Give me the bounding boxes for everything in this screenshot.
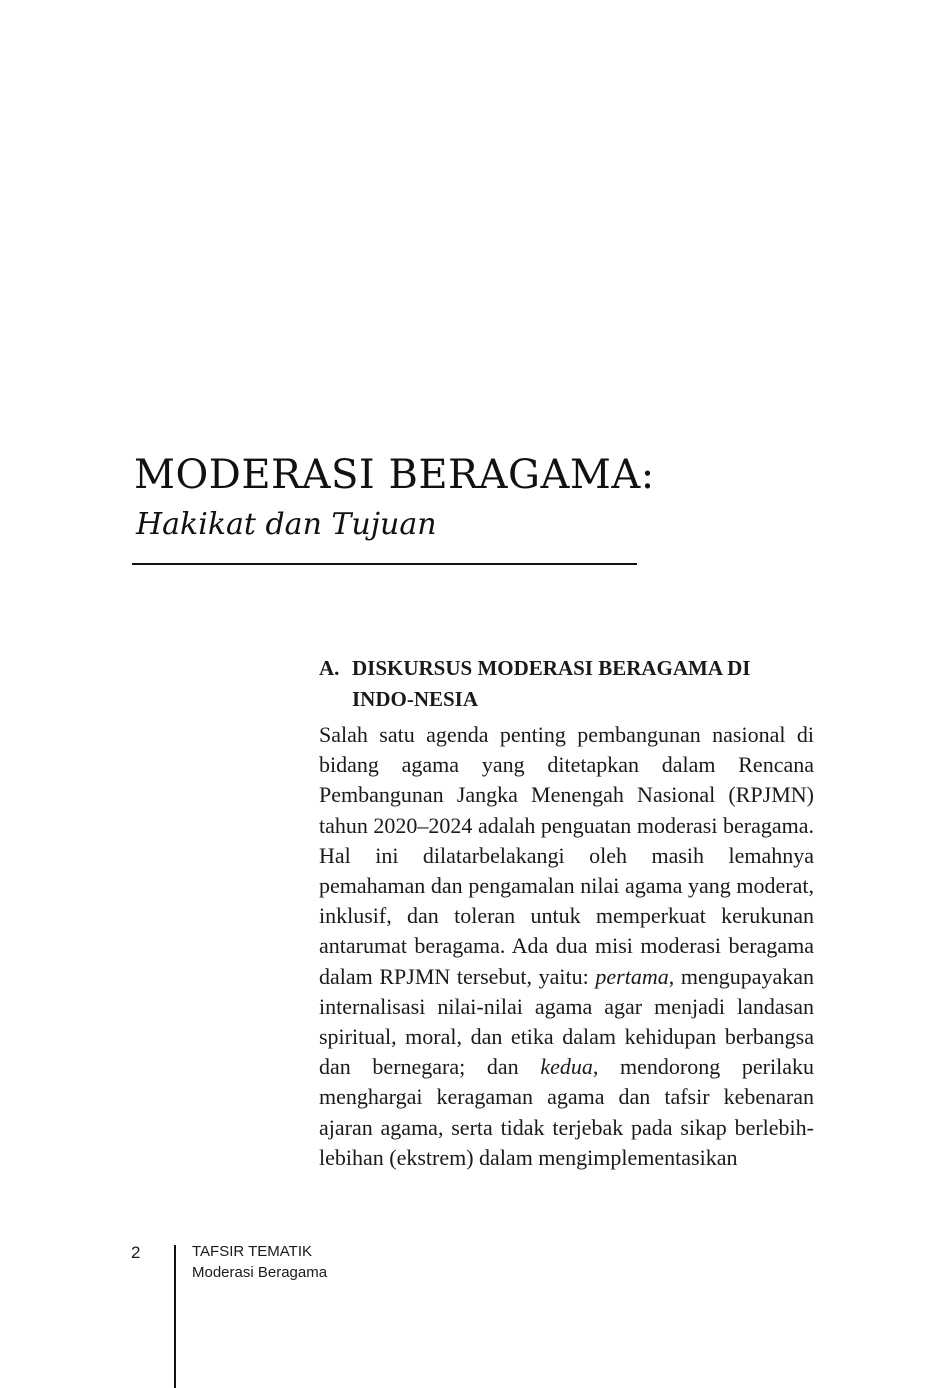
footer-divider: [174, 1245, 176, 1388]
footer-book-title: Moderasi Beragama: [192, 1264, 328, 1281]
section-heading: [319, 653, 815, 715]
title-divider: [132, 563, 637, 565]
chapter-title: MODERASI BERAGAMA:: [134, 452, 655, 498]
body-text-part-2: , mengupayakan internalisasi nilai-nilai agama agar menjadi landasan spiritual, moral, dan etika dalam kehidupan berbangsa dan bernegara; dan: [319, 963, 815, 1080]
chapter-subtitle: Hakikat dan Tujuan: [136, 507, 437, 542]
body-text-part-3: , mendorong perilaku menghargai keragaman agama dan tafsir kebenaran ajaran agama, serta tidak terjebak pada sikap berlebih-lebihan (ekstrem) dalam mengimplementasikan: [319, 1054, 814, 1170]
body-emphasis-pertama: pertama: [595, 963, 669, 989]
body-paragraph: [319, 720, 814, 1173]
section-title: DISKURSUS MODERASI BERAGAMA DI INDO-NESIA: [352, 656, 751, 711]
footer-series-title: TAFSIR TEMATIK: [192, 1243, 313, 1260]
body-emphasis-kedua: kedua: [540, 1054, 593, 1080]
page-number: 2: [131, 1243, 141, 1262]
body-text-part-1: Salah satu agenda penting pembangunan nasional di bidang agama yang ditetapkan dalam Rencana Pembangunan Jangka Menengah Nasional (RPJMN) tahun 2020–2024 adalah penguatan moderasi beragama. Hal ini dilatarbelakangi oleh masih lemahnya pemahaman dan pengamalan nilai agama yang moderat, inklusif, dan toleran untuk memperkuat kerukunan antarumat beragama. Ada dua misi moderasi beragama dalam RPJMN tersebut, yaitu:: [319, 722, 814, 989]
section-number: A.: [319, 656, 340, 680]
